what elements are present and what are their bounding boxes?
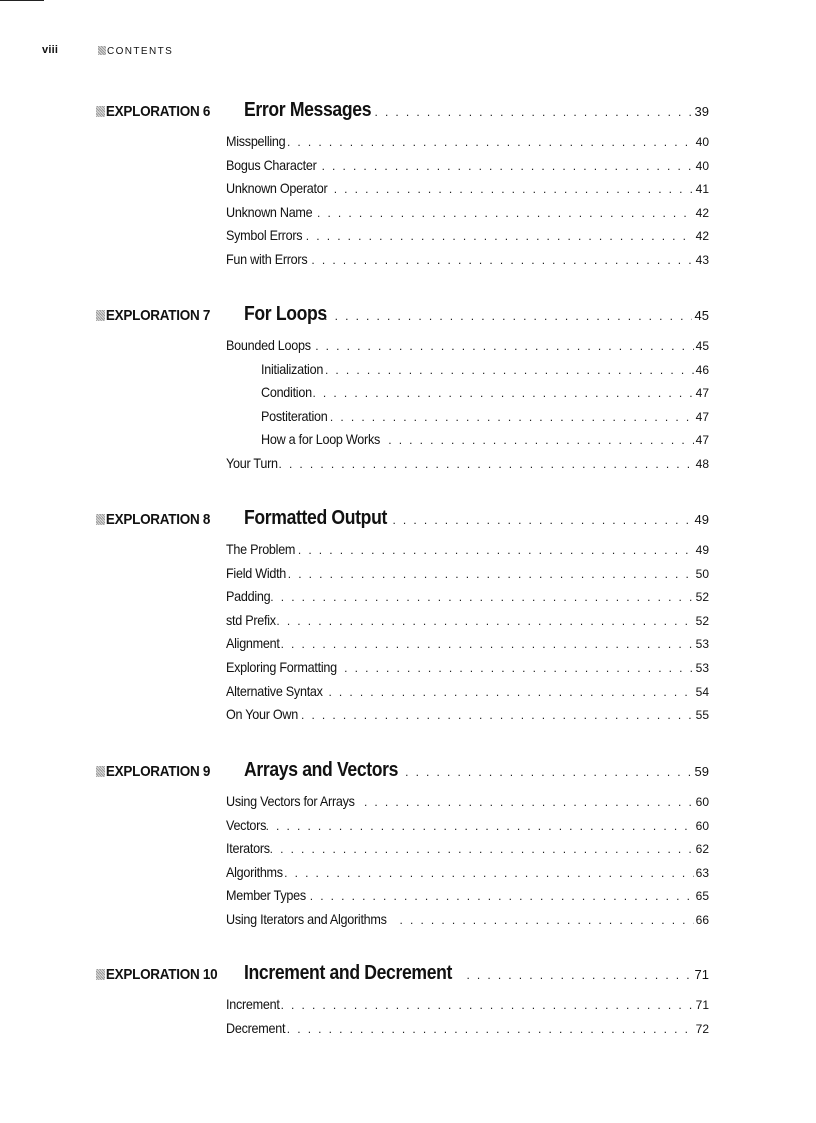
toc-entry[interactable]: [226, 452, 709, 476]
chapter-heading[interactable]: [96, 506, 709, 530]
dot-leader: [392, 508, 691, 532]
entry-title: Vectors: [226, 816, 267, 833]
dot-leader: [317, 202, 694, 226]
chapter-label-text: EXPLORATION 7: [105, 307, 211, 324]
dot-leader: [344, 657, 693, 681]
entry-page-number: 53: [695, 637, 709, 652]
shade-block: [96, 310, 105, 321]
entry-page-number: 42: [695, 205, 709, 220]
toc-entry[interactable]: [226, 993, 709, 1017]
chapter-title: Arrays and Vectors: [244, 759, 399, 781]
toc-entry[interactable]: [226, 680, 709, 704]
chapter-label-text: EXPLORATION 8: [105, 511, 211, 528]
entry-page-number: 63: [695, 865, 709, 880]
entry-title: Unknown Operator: [226, 180, 328, 197]
dot-leader: [287, 131, 694, 155]
toc-chapter: [96, 961, 709, 1040]
chapter-page-number: 45: [694, 308, 709, 323]
entry-page-number: 47: [695, 409, 709, 424]
chapter-label-text: EXPLORATION 10: [105, 966, 218, 983]
toc-entry[interactable]: [226, 609, 709, 633]
entry-title: Exploring Formatting: [226, 658, 337, 675]
entry-page-number: 45: [695, 339, 709, 353]
chapter-title: For Loops: [244, 303, 327, 325]
toc-entry[interactable]: [226, 703, 709, 727]
entry-title: Symbol Errors: [226, 227, 303, 244]
toc-entry[interactable]: [226, 656, 709, 680]
chapter-page-number: 71: [694, 967, 709, 982]
dot-leader: [374, 100, 691, 124]
toc-entry[interactable]: [226, 177, 709, 201]
toc-subentry[interactable]: [226, 381, 709, 405]
toc-entry[interactable]: [226, 908, 709, 932]
entry-title: Misspelling: [226, 133, 286, 149]
entry-title: Using Iterators and Algorithms: [226, 910, 387, 927]
chapter-label: [96, 100, 229, 124]
dot-leader: [315, 335, 693, 359]
toc-chapter: [96, 758, 709, 932]
entry-page-number: 65: [695, 889, 709, 904]
entry-title: std Prefix: [226, 611, 276, 628]
dot-leader: [400, 909, 694, 933]
toc-entries: [226, 130, 709, 272]
entry-page-number: 52: [695, 613, 709, 628]
shade-block: [96, 969, 105, 980]
dot-leader: [301, 704, 694, 728]
entry-title: Postiteration: [261, 407, 328, 424]
dot-leader: [287, 1018, 694, 1042]
entry-page-number: 66: [695, 912, 709, 927]
toc-entry[interactable]: [226, 790, 709, 814]
chapter-label-text: EXPLORATION 9: [105, 763, 211, 780]
chapter-title: Increment and Decrement: [244, 962, 453, 984]
dot-leader: [328, 681, 693, 705]
entry-title: Using Vectors for Arrays: [226, 793, 355, 809]
entry-page-number: 41: [695, 182, 709, 197]
entry-page-number: 50: [695, 566, 709, 581]
entry-title: The Problem: [226, 541, 296, 557]
toc-chapter: [96, 506, 709, 727]
toc-entry[interactable]: [226, 248, 709, 272]
dot-leader: [270, 838, 694, 862]
toc-subentry[interactable]: [226, 358, 709, 382]
dot-leader: [388, 429, 693, 453]
entry-title: Bounded Loops: [226, 337, 311, 353]
chapter-heading[interactable]: [96, 98, 709, 122]
dot-leader: [284, 862, 694, 886]
running-title-text: CONTENTS: [107, 46, 174, 57]
chapter-label: [96, 508, 229, 532]
shade-block: [96, 766, 105, 777]
toc-entry[interactable]: [226, 585, 709, 609]
dot-leader: [322, 155, 694, 179]
entry-title: Iterators: [226, 840, 270, 857]
chapter-title: Formatted Output: [244, 507, 387, 529]
corner-rule: [0, 0, 44, 1]
dot-leader: [306, 225, 694, 249]
shade-block: [98, 46, 106, 55]
dot-leader: [270, 586, 693, 610]
dot-leader: [466, 963, 691, 987]
dot-leader: [276, 610, 693, 634]
entry-page-number: 40: [695, 135, 709, 149]
entry-title: Your Turn: [226, 454, 278, 471]
chapter-page-number: 39: [694, 104, 709, 119]
chapter-heading[interactable]: [96, 961, 709, 985]
toc-entries: [226, 334, 709, 476]
toc-entries: [226, 993, 709, 1040]
dot-leader: [364, 791, 694, 815]
chapter-title: Error Messages: [244, 99, 372, 121]
entry-title: On Your Own: [226, 706, 298, 723]
entry-page-number: 60: [695, 795, 709, 809]
chapter-heading[interactable]: [96, 302, 709, 326]
entry-page-number: 42: [695, 229, 709, 244]
toc-subentry[interactable]: [226, 405, 709, 429]
toc-subentry[interactable]: [226, 428, 709, 452]
entry-page-number: 47: [695, 386, 709, 401]
entry-title: Bogus Character: [226, 156, 317, 173]
dot-leader: [311, 249, 693, 273]
dot-leader: [266, 815, 694, 839]
entry-page-number: 53: [695, 660, 709, 675]
toc-entry[interactable]: [226, 130, 709, 154]
chapter-page-number: 49: [694, 512, 709, 527]
toc-entries: [226, 538, 709, 727]
dot-leader: [334, 178, 694, 202]
entry-page-number: 40: [695, 158, 709, 173]
entry-title: Algorithms: [226, 863, 283, 880]
entry-page-number: 46: [695, 362, 709, 377]
entry-title: Fun with Errors: [226, 250, 308, 267]
dot-leader: [281, 994, 694, 1018]
entry-title: Field Width: [226, 564, 287, 581]
entry-title: How a for Loop Works: [261, 431, 381, 448]
dot-leader: [279, 453, 694, 477]
entry-page-number: 54: [695, 684, 709, 699]
dot-leader: [325, 359, 694, 383]
entry-page-number: 62: [695, 842, 709, 857]
toc-entry[interactable]: [226, 632, 709, 656]
shade-block: [96, 514, 105, 525]
entry-title: Alternative Syntax: [226, 682, 323, 699]
toc-entry[interactable]: [226, 861, 709, 885]
entry-title: Alignment: [226, 635, 280, 652]
dot-leader: [310, 885, 694, 909]
toc-entry[interactable]: [226, 814, 709, 838]
chapter-label-text: EXPLORATION 6: [105, 103, 211, 120]
toc-entry[interactable]: [226, 837, 709, 861]
entry-page-number: 55: [695, 708, 709, 723]
chapter-label: [96, 304, 229, 328]
dot-leader: [405, 760, 691, 784]
chapter-label: [96, 963, 229, 987]
toc-entry[interactable]: [226, 201, 709, 225]
dot-leader: [288, 563, 694, 587]
running-title: [98, 46, 173, 57]
entry-title: Decrement: [226, 1019, 286, 1036]
dot-leader: [324, 304, 691, 328]
toc-entry[interactable]: [226, 224, 709, 248]
chapter-page-number: 59: [694, 764, 709, 779]
entry-title: Padding: [226, 588, 271, 605]
entry-page-number: 48: [695, 456, 709, 471]
dot-leader: [312, 382, 693, 406]
entry-page-number: 43: [695, 252, 709, 267]
entry-title: Condition: [261, 384, 312, 401]
chapter-label: [96, 760, 229, 784]
entry-title: Initialization: [261, 360, 324, 377]
shade-block: [96, 106, 105, 117]
toc-entry[interactable]: [226, 884, 709, 908]
toc-chapter: [96, 98, 709, 272]
toc-chapter: [96, 302, 709, 476]
toc-entries: [226, 790, 709, 932]
chapter-heading[interactable]: [96, 758, 709, 782]
entry-page-number: 71: [695, 998, 709, 1012]
toc-entry[interactable]: [226, 538, 709, 562]
entry-title: Increment: [226, 996, 280, 1012]
dot-leader: [281, 633, 694, 657]
entry-title: Unknown Name: [226, 203, 313, 220]
toc-entry[interactable]: [226, 562, 709, 586]
toc-entry[interactable]: [226, 334, 709, 358]
entry-title: Member Types: [226, 887, 306, 904]
toc-entry[interactable]: [226, 1017, 709, 1041]
page-number: viii: [42, 44, 59, 56]
entry-page-number: 47: [695, 433, 709, 448]
toc-entry[interactable]: [226, 154, 709, 178]
entry-page-number: 60: [695, 818, 709, 833]
entry-page-number: 52: [695, 590, 709, 605]
dot-leader: [298, 539, 694, 563]
entry-page-number: 72: [695, 1021, 709, 1036]
dot-leader: [330, 406, 694, 430]
entry-page-number: 49: [695, 543, 709, 557]
